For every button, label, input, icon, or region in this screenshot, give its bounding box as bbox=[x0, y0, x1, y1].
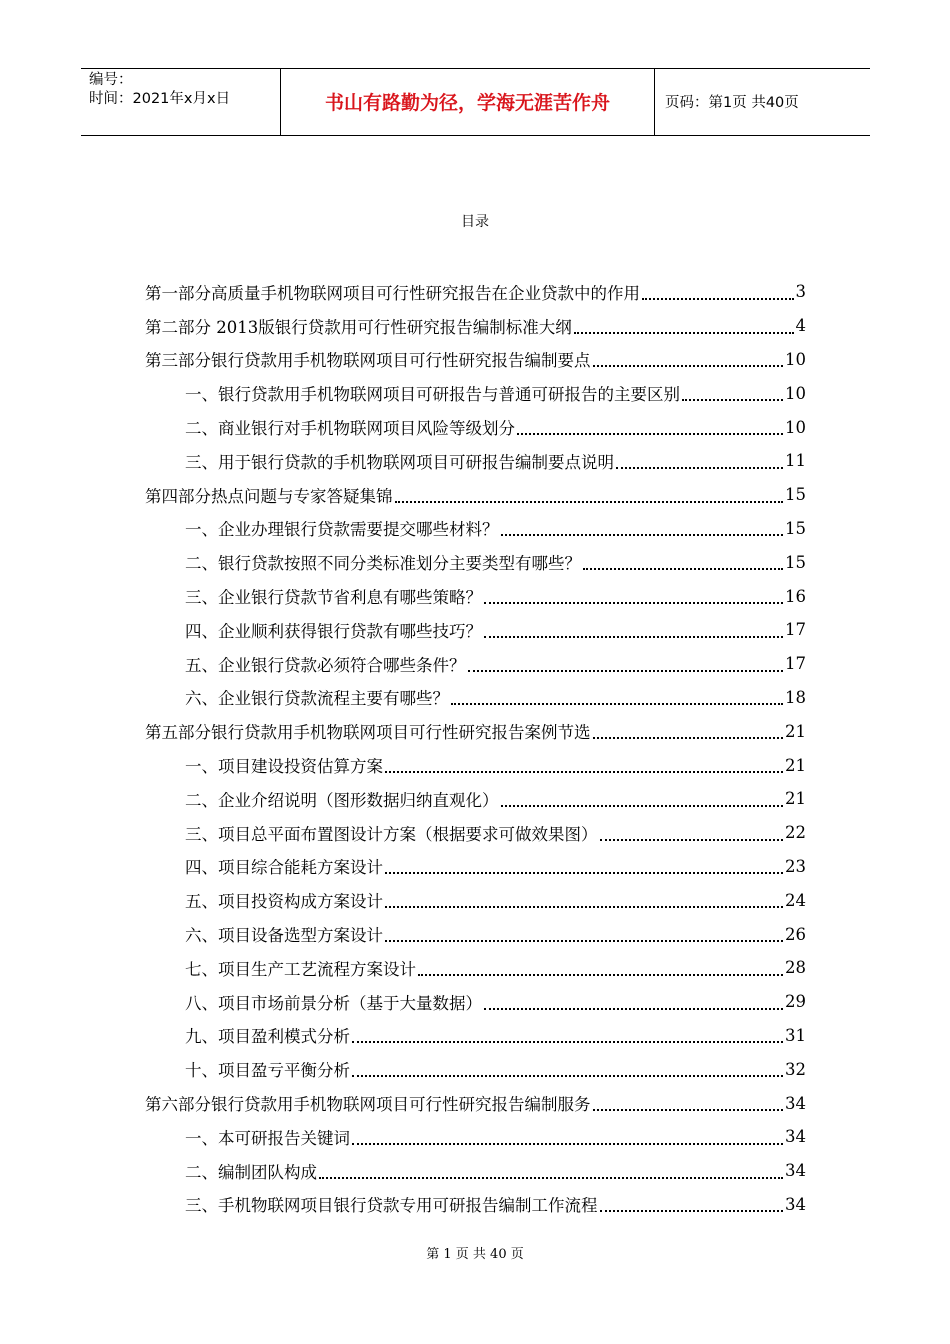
toc-entry[interactable] bbox=[145, 1154, 806, 1188]
toc-dot-leader bbox=[593, 365, 784, 367]
toc-entry[interactable] bbox=[145, 917, 806, 951]
toc-dot-leader bbox=[593, 737, 784, 739]
toc-entry-text: 三、手机物联网项目银行贷款专用可研报告编制工作流程 bbox=[185, 1196, 598, 1216]
toc-dot-leader bbox=[600, 839, 784, 841]
toc-entry[interactable] bbox=[145, 714, 806, 748]
toc-entry-text: 一、项目建设投资估算方案 bbox=[185, 757, 383, 777]
toc-entry-text: 六、企业银行贷款流程主要有哪些？ bbox=[185, 689, 449, 709]
toc-dot-leader bbox=[468, 670, 784, 672]
toc-dot-leader bbox=[517, 433, 783, 435]
toc-entry[interactable] bbox=[145, 1019, 806, 1053]
toc-entry-page-number: 18 bbox=[785, 687, 806, 707]
toc-entry[interactable] bbox=[145, 444, 806, 478]
toc-entry[interactable] bbox=[145, 985, 806, 1019]
toc-entry-text: 一、企业办理银行贷款需要提交哪些材料？ bbox=[185, 520, 499, 540]
toc-dot-leader bbox=[395, 501, 784, 503]
page-header bbox=[81, 68, 870, 136]
toc-entry[interactable] bbox=[145, 647, 806, 681]
table-of-contents bbox=[145, 275, 806, 1221]
toc-entry-text: 九、项目盈利模式分析 bbox=[185, 1027, 350, 1047]
toc-entry-page-number: 15 bbox=[785, 552, 806, 572]
toc-entry-page-number: 16 bbox=[785, 586, 806, 606]
header-page-info: 页码：第1页 共40页 bbox=[665, 95, 799, 111]
toc-entry-page-number: 11 bbox=[785, 451, 806, 471]
toc-entry[interactable] bbox=[145, 275, 806, 309]
toc-entry-text: 第四部分热点问题与专家答疑集锦 bbox=[145, 486, 393, 506]
toc-entry-page-number: 34 bbox=[785, 1093, 806, 1113]
toc-dot-leader bbox=[352, 1143, 783, 1145]
document-time-label: 时间：2021年x月x日 bbox=[89, 91, 231, 107]
toc-dot-leader bbox=[600, 1210, 784, 1212]
toc-dot-leader bbox=[501, 805, 784, 807]
toc-dot-leader bbox=[385, 940, 783, 942]
toc-dot-leader bbox=[451, 703, 783, 705]
toc-dot-leader bbox=[583, 568, 783, 570]
toc-entry-text: 一、本可研报告关键词 bbox=[185, 1128, 350, 1148]
toc-entry-page-number: 21 bbox=[785, 789, 806, 809]
toc-entry-text: 二、企业介绍说明（图形数据归纳直观化） bbox=[185, 790, 499, 810]
toc-entry[interactable] bbox=[145, 782, 806, 816]
toc-dot-leader bbox=[682, 399, 783, 401]
toc-entry-page-number: 23 bbox=[785, 856, 806, 876]
toc-dot-leader bbox=[352, 1041, 783, 1043]
toc-entry-text: 五、项目投资构成方案设计 bbox=[185, 892, 383, 912]
toc-dot-leader bbox=[352, 1075, 783, 1077]
toc-entry[interactable] bbox=[145, 512, 806, 546]
toc-entry-page-number: 15 bbox=[785, 518, 806, 538]
toc-entry-page-number: 34 bbox=[785, 1194, 806, 1214]
toc-entry-page-number: 29 bbox=[785, 992, 806, 1012]
header-divider bbox=[654, 69, 655, 135]
toc-entry-text: 六、项目设备选型方案设计 bbox=[185, 926, 383, 946]
toc-entry-page-number: 17 bbox=[785, 620, 806, 640]
toc-entry[interactable] bbox=[145, 545, 806, 579]
toc-title: 目录 bbox=[461, 214, 489, 230]
toc-dot-leader bbox=[642, 298, 794, 300]
toc-entry[interactable] bbox=[145, 1188, 806, 1222]
toc-entry-page-number: 10 bbox=[785, 417, 806, 437]
toc-entry-text: 七、项目生产工艺流程方案设计 bbox=[185, 959, 416, 979]
toc-entry-text: 二、编制团队构成 bbox=[185, 1162, 317, 1182]
toc-entry-text: 第三部分银行贷款用手机物联网项目可行性研究报告编制要点 bbox=[145, 351, 591, 371]
toc-dot-leader bbox=[484, 602, 783, 604]
toc-entry-page-number: 31 bbox=[785, 1025, 806, 1045]
toc-entry[interactable] bbox=[145, 681, 806, 715]
toc-entry-text: 第六部分银行贷款用手机物联网项目可行性研究报告编制服务 bbox=[145, 1095, 591, 1115]
toc-entry[interactable] bbox=[145, 1086, 806, 1120]
toc-dot-leader bbox=[501, 534, 784, 536]
toc-entry-text: 八、项目市场前景分析（基于大量数据） bbox=[185, 993, 482, 1013]
toc-entry[interactable] bbox=[145, 850, 806, 884]
document-number-label: 编号： bbox=[89, 72, 133, 88]
toc-entry-text: 三、用于银行贷款的手机物联网项目可研报告编制要点说明 bbox=[185, 452, 614, 472]
toc-entry-page-number: 15 bbox=[785, 485, 806, 505]
toc-entry-page-number: 10 bbox=[785, 383, 806, 403]
toc-entry[interactable] bbox=[145, 478, 806, 512]
toc-dot-leader bbox=[574, 332, 794, 334]
toc-entry[interactable] bbox=[145, 309, 806, 343]
toc-entry[interactable] bbox=[145, 816, 806, 850]
toc-entry-text: 二、银行贷款按照不同分类标准划分主要类型有哪些？ bbox=[185, 554, 581, 574]
toc-entry-text: 五、企业银行贷款必须符合哪些条件？ bbox=[185, 655, 466, 675]
toc-entry-page-number: 26 bbox=[785, 924, 806, 944]
toc-dot-leader bbox=[593, 1109, 784, 1111]
toc-entry[interactable] bbox=[145, 1052, 806, 1086]
toc-entry-page-number: 34 bbox=[785, 1161, 806, 1181]
header-motto: 书山有路勤为径，学海无涯苦作舟 bbox=[324, 92, 610, 114]
toc-entry-page-number: 34 bbox=[785, 1127, 806, 1147]
header-meta bbox=[89, 71, 230, 109]
toc-entry[interactable] bbox=[145, 410, 806, 444]
toc-entry-text: 四、项目综合能耗方案设计 bbox=[185, 858, 383, 878]
toc-entry[interactable] bbox=[145, 883, 806, 917]
toc-entry[interactable] bbox=[145, 613, 806, 647]
toc-entry-page-number: 21 bbox=[785, 721, 806, 741]
toc-entry-text: 一、银行贷款用手机物联网项目可研报告与普通可研报告的主要区别 bbox=[185, 385, 680, 405]
toc-entry-text: 第五部分银行贷款用手机物联网项目可行性研究报告案例节选 bbox=[145, 723, 591, 743]
page-footer: 第 1 页 共 40 页 bbox=[426, 1247, 524, 1262]
toc-dot-leader bbox=[616, 467, 783, 469]
toc-entry-text: 第一部分高质量手机物联网项目可行性研究报告在企业贷款中的作用 bbox=[145, 283, 640, 303]
toc-dot-leader bbox=[484, 636, 783, 638]
toc-entry-page-number: 17 bbox=[785, 654, 806, 674]
toc-entry-text: 四、企业顺利获得银行贷款有哪些技巧？ bbox=[185, 621, 482, 641]
toc-dot-leader bbox=[385, 906, 783, 908]
toc-entry-text: 第二部分 2013版银行贷款用可行性研究报告编制标准大纲 bbox=[145, 317, 572, 337]
toc-entry-text: 十、项目盈亏平衡分析 bbox=[185, 1061, 350, 1081]
toc-entry[interactable] bbox=[145, 1120, 806, 1154]
toc-entry-page-number: 24 bbox=[785, 890, 806, 910]
toc-entry-text: 二、商业银行对手机物联网项目风险等级划分 bbox=[185, 419, 515, 439]
toc-entry-page-number: 21 bbox=[785, 755, 806, 775]
toc-dot-leader bbox=[484, 1008, 783, 1010]
toc-entry-text: 三、项目总平面布置图设计方案（根据要求可做效果图） bbox=[185, 824, 598, 844]
toc-entry-page-number: 28 bbox=[785, 958, 806, 978]
toc-entry[interactable] bbox=[145, 343, 806, 377]
toc-entry[interactable] bbox=[145, 376, 806, 410]
toc-entry-page-number: 10 bbox=[785, 349, 806, 369]
toc-entry-page-number: 22 bbox=[785, 823, 806, 843]
toc-entry-page-number: 4 bbox=[795, 316, 806, 336]
toc-dot-leader bbox=[418, 974, 783, 976]
toc-entry[interactable] bbox=[145, 579, 806, 613]
toc-entry[interactable] bbox=[145, 951, 806, 985]
toc-entry-page-number: 3 bbox=[795, 282, 806, 302]
toc-dot-leader bbox=[385, 872, 783, 874]
toc-entry-text: 三、企业银行贷款节省利息有哪些策略？ bbox=[185, 588, 482, 608]
toc-entry[interactable] bbox=[145, 748, 806, 782]
toc-entry-page-number: 32 bbox=[785, 1059, 806, 1079]
toc-dot-leader bbox=[319, 1177, 783, 1179]
toc-dot-leader bbox=[385, 771, 783, 773]
